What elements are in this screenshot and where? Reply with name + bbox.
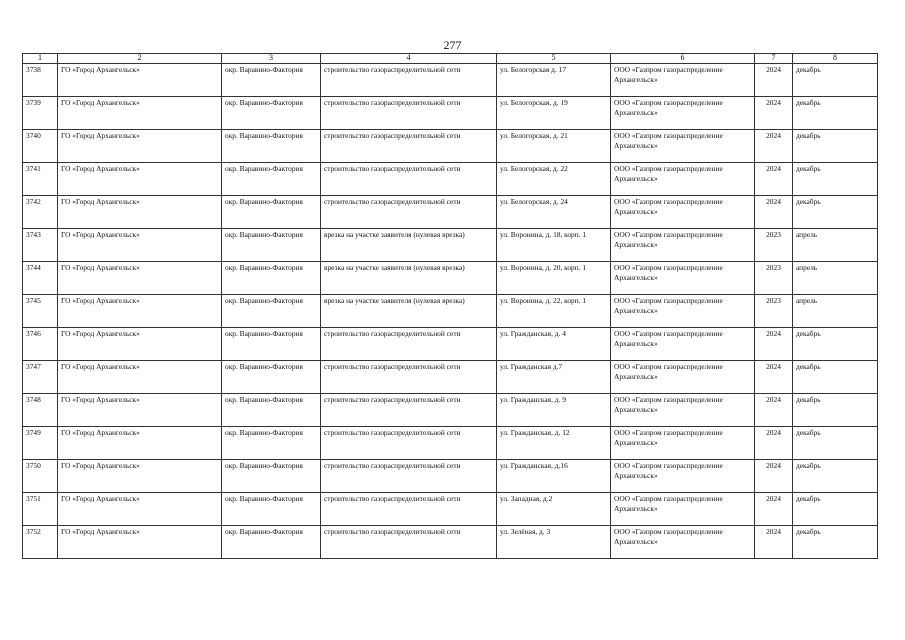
cell-district: окр. Варавино-Фактория: [222, 526, 321, 559]
cell-number: 3744: [23, 262, 58, 295]
cell-municipality: ГО «Город Архангельск»: [58, 64, 222, 97]
cell-year: 2024: [755, 361, 793, 394]
cell-municipality: ГО «Город Архангельск»: [58, 394, 222, 427]
cell-work-type: строительство газораспределительной сети: [321, 427, 497, 460]
cell-month: апрель: [793, 295, 878, 328]
column-header-address: 5: [497, 54, 611, 64]
column-header-month: 8: [793, 54, 878, 64]
table-header: [23, 54, 878, 64]
table-row: [23, 526, 878, 559]
cell-month: декабрь: [793, 394, 878, 427]
cell-municipality: ГО «Город Архангельск»: [58, 97, 222, 130]
cell-work-type: строительство газораспределительной сети: [321, 493, 497, 526]
cell-address: ул. Белогорская д. 17: [497, 64, 611, 97]
table-row: [23, 229, 878, 262]
table-row: [23, 64, 878, 97]
cell-district: окр. Варавино-Фактория: [222, 328, 321, 361]
table-row: [23, 361, 878, 394]
cell-year: 2023: [755, 295, 793, 328]
cell-organization: ООО «Газпром газораспределение Архангельск»: [611, 394, 755, 427]
cell-municipality: ГО «Город Архангельск»: [58, 295, 222, 328]
cell-district: окр. Варавино-Фактория: [222, 229, 321, 262]
cell-work-type: строительство газораспределительной сети: [321, 460, 497, 493]
table-row: [23, 262, 878, 295]
cell-year: 2024: [755, 460, 793, 493]
cell-month: декабрь: [793, 130, 878, 163]
cell-organization: ООО «Газпром газораспределение Архангельск»: [611, 493, 755, 526]
cell-organization: ООО «Газпром газораспределение Архангельск»: [611, 460, 755, 493]
cell-district: окр. Варавино-Фактория: [222, 262, 321, 295]
cell-number: 3745: [23, 295, 58, 328]
cell-organization: ООО «Газпром газораспределение Архангельск»: [611, 328, 755, 361]
cell-address: ул. Зелёная, д. 3: [497, 526, 611, 559]
cell-year: 2024: [755, 196, 793, 229]
header-row: [23, 54, 878, 64]
cell-month: декабрь: [793, 64, 878, 97]
cell-year: 2024: [755, 328, 793, 361]
table-row: [23, 295, 878, 328]
cell-year: 2024: [755, 526, 793, 559]
column-header-year: 7: [755, 54, 793, 64]
cell-organization: ООО «Газпром газораспределение Архангельск»: [611, 196, 755, 229]
cell-number: 3750: [23, 460, 58, 493]
cell-district: окр. Варавино-Фактория: [222, 163, 321, 196]
table-body: [23, 64, 878, 559]
cell-number: 3752: [23, 526, 58, 559]
cell-work-type: строительство газораспределительной сети: [321, 328, 497, 361]
page-number: 277: [443, 38, 462, 52]
cell-month: декабрь: [793, 493, 878, 526]
table-row: [23, 493, 878, 526]
cell-address: ул. Гражданская, д. 4: [497, 328, 611, 361]
cell-number: 3743: [23, 229, 58, 262]
cell-district: окр. Варавино-Фактория: [222, 196, 321, 229]
cell-work-type: врезка на участке заявителя (нулевая врезка): [321, 229, 497, 262]
cell-municipality: ГО «Город Архангельск»: [58, 163, 222, 196]
cell-district: окр. Варавино-Фактория: [222, 394, 321, 427]
cell-number: 3742: [23, 196, 58, 229]
cell-work-type: строительство газораспределительной сети: [321, 163, 497, 196]
cell-year: 2024: [755, 493, 793, 526]
cell-work-type: строительство газораспределительной сети: [321, 130, 497, 163]
cell-address: ул. Западная, д.2: [497, 493, 611, 526]
cell-address: ул. Гражданская, д.16: [497, 460, 611, 493]
cell-number: 3746: [23, 328, 58, 361]
cell-organization: ООО «Газпром газораспределение Архангельск»: [611, 229, 755, 262]
cell-month: декабрь: [793, 460, 878, 493]
cell-year: 2024: [755, 163, 793, 196]
table-row: [23, 196, 878, 229]
cell-work-type: строительство газораспределительной сети: [321, 361, 497, 394]
cell-district: окр. Варавино-Фактория: [222, 427, 321, 460]
cell-address: ул. Воронина, д. 20, корп. 1: [497, 262, 611, 295]
registry-table: [22, 53, 878, 559]
cell-year: 2023: [755, 229, 793, 262]
cell-work-type: строительство газораспределительной сети: [321, 394, 497, 427]
cell-year: 2024: [755, 130, 793, 163]
cell-month: декабрь: [793, 196, 878, 229]
column-header-municipality: 2: [58, 54, 222, 64]
cell-year: 2024: [755, 427, 793, 460]
table-row: [23, 427, 878, 460]
cell-address: ул. Воронина, д. 18, корп. 1: [497, 229, 611, 262]
cell-month: апрель: [793, 229, 878, 262]
cell-number: 3741: [23, 163, 58, 196]
cell-work-type: строительство газораспределительной сети: [321, 97, 497, 130]
cell-organization: ООО «Газпром газораспределение Архангельск»: [611, 64, 755, 97]
cell-address: ул. Белогорская, д. 22: [497, 163, 611, 196]
cell-municipality: ГО «Город Архангельск»: [58, 361, 222, 394]
table-row: [23, 460, 878, 493]
cell-work-type: строительство газораспределительной сети: [321, 64, 497, 97]
cell-district: окр. Варавино-Фактория: [222, 493, 321, 526]
cell-number: 3751: [23, 493, 58, 526]
column-header-work-type: 4: [321, 54, 497, 64]
cell-address: ул. Белогорская, д. 19: [497, 97, 611, 130]
cell-organization: ООО «Газпром газораспределение Архангельск»: [611, 295, 755, 328]
cell-address: ул. Белогорская, д. 24: [497, 196, 611, 229]
column-header-number: 1: [23, 54, 58, 64]
cell-number: 3738: [23, 64, 58, 97]
cell-number: 3739: [23, 97, 58, 130]
cell-municipality: ГО «Город Архангельск»: [58, 262, 222, 295]
cell-year: 2024: [755, 97, 793, 130]
table-row: [23, 130, 878, 163]
cell-organization: ООО «Газпром газораспределение Архангельск»: [611, 361, 755, 394]
cell-district: окр. Варавино-Фактория: [222, 361, 321, 394]
table-row: [23, 394, 878, 427]
cell-work-type: врезка на участке заявителя (нулевая врезка): [321, 262, 497, 295]
cell-month: декабрь: [793, 361, 878, 394]
cell-address: ул. Белогорская, д. 21: [497, 130, 611, 163]
cell-district: окр. Варавино-Фактория: [222, 295, 321, 328]
cell-address: ул. Гражданская, д. 9: [497, 394, 611, 427]
cell-municipality: ГО «Город Архангельск»: [58, 460, 222, 493]
column-header-district: 3: [222, 54, 321, 64]
cell-municipality: ГО «Город Архангельск»: [58, 130, 222, 163]
cell-organization: ООО «Газпром газораспределение Архангельск»: [611, 427, 755, 460]
cell-organization: ООО «Газпром газораспределение Архангельск»: [611, 262, 755, 295]
cell-district: окр. Варавино-Фактория: [222, 460, 321, 493]
cell-address: ул. Гражданская д.7: [497, 361, 611, 394]
column-header-organization: 6: [611, 54, 755, 64]
cell-year: 2023: [755, 262, 793, 295]
cell-municipality: ГО «Город Архангельск»: [58, 196, 222, 229]
cell-organization: ООО «Газпром газораспределение Архангельск»: [611, 97, 755, 130]
cell-organization: ООО «Газпром газораспределение Архангельск»: [611, 526, 755, 559]
cell-month: декабрь: [793, 328, 878, 361]
cell-municipality: ГО «Город Архангельск»: [58, 427, 222, 460]
cell-organization: ООО «Газпром газораспределение Архангельск»: [611, 130, 755, 163]
cell-work-type: врезка на участке заявителя (нулевая врезка): [321, 295, 497, 328]
cell-municipality: ГО «Город Архангельск»: [58, 328, 222, 361]
cell-month: декабрь: [793, 97, 878, 130]
cell-address: ул. Гражданская, д. 12: [497, 427, 611, 460]
cell-month: декабрь: [793, 163, 878, 196]
cell-year: 2024: [755, 394, 793, 427]
cell-month: декабрь: [793, 427, 878, 460]
cell-district: окр. Варавино-Фактория: [222, 130, 321, 163]
table-row: [23, 328, 878, 361]
cell-number: 3748: [23, 394, 58, 427]
cell-year: 2024: [755, 64, 793, 97]
table-row: [23, 163, 878, 196]
cell-municipality: ГО «Город Архангельск»: [58, 493, 222, 526]
cell-municipality: ГО «Город Архангельск»: [58, 229, 222, 262]
cell-number: 3749: [23, 427, 58, 460]
cell-municipality: ГО «Город Архангельск»: [58, 526, 222, 559]
cell-work-type: строительство газораспределительной сети: [321, 526, 497, 559]
cell-district: окр. Варавино-Фактория: [222, 97, 321, 130]
cell-number: 3740: [23, 130, 58, 163]
cell-month: апрель: [793, 262, 878, 295]
cell-number: 3747: [23, 361, 58, 394]
cell-address: ул. Воронина, д. 22, корп. 1: [497, 295, 611, 328]
cell-month: декабрь: [793, 526, 878, 559]
cell-organization: ООО «Газпром газораспределение Архангельск»: [611, 163, 755, 196]
cell-district: окр. Варавино-Фактория: [222, 64, 321, 97]
table-row: [23, 97, 878, 130]
cell-work-type: строительство газораспределительной сети: [321, 196, 497, 229]
